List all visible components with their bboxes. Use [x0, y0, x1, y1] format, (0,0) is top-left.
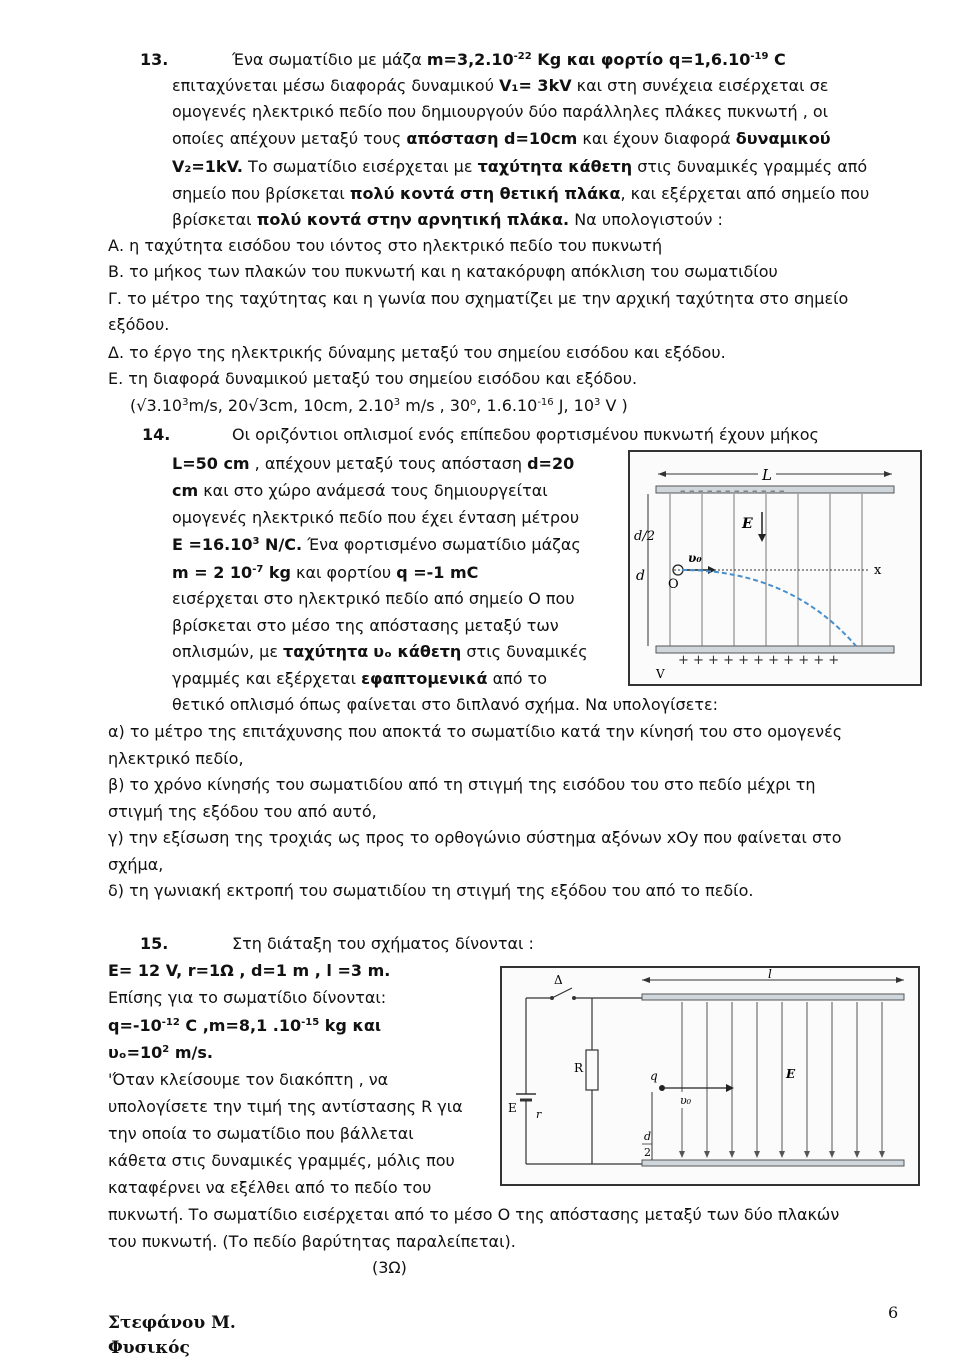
bottom-plate: [656, 646, 894, 653]
problem-13-question-e: Ε. τη διαφορά δυναμικού μεταξύ του σημείου εισόδου και εξόδου.: [108, 369, 638, 388]
problem-15-line2: E= 12 V, r=1Ω , d=1 m , l =3 m.: [108, 961, 391, 980]
field-vector-label: E: [742, 516, 753, 532]
circuit-capacitor-diagram: [502, 968, 918, 1184]
particle: [659, 1085, 665, 1091]
problem-15-line6: 'Όταν κλείσουμε τον διακόπτη , να: [108, 1070, 389, 1089]
problem-14-question-c-cont: σχήμα,: [108, 855, 164, 874]
problem-14-question-a-cont: ηλεκτρικό πεδίο,: [108, 749, 244, 768]
problem-13-line2: επιταχύνεται μέσω διαφοράς δυναμικού V₁= 3kV και στη συνέχεια εισέρχεται σε: [172, 76, 829, 95]
resistor: [586, 1050, 598, 1090]
problem-15-number: 15.: [140, 934, 169, 953]
problem-14-line4: ομογενές ηλεκτρικό πεδίο που έχει ένταση μέτρου: [172, 508, 580, 527]
plate-length-label: l: [768, 968, 772, 981]
capacitor-trajectory-diagram: [630, 452, 920, 684]
problem-13-question-b: Β. το μήκος των πλακών του πυκνωτή και η κατακόρυφη απόκλιση του σωματιδίου: [108, 262, 778, 281]
top-plate-signs: – – – – – – – – – – – –: [680, 484, 785, 497]
page-number: 6: [888, 1303, 899, 1322]
internal-resistance-label: r: [536, 1108, 542, 1121]
problem-14-figure: [628, 450, 922, 686]
problem-14-line10: γραμμές και εξέρχεται εφαπτομενικά από το: [172, 669, 548, 688]
problem-13-question-c: Γ. το μέτρο της ταχύτητας και η γωνία που σχηματίζει με την αρχική ταχύτητα στο σημείο: [108, 289, 849, 308]
problem-14-number: 14.: [142, 425, 171, 444]
problem-14-question-b: β) το χρόνο κίνησής του σωματιδίου από τη στιγμή της εισόδου του στο πεδίο μέχρι τη: [108, 775, 816, 794]
capacitor-field-lines: [682, 1002, 882, 1156]
problem-13-line3: ομογενές ηλεκτρικό πεδίο που δημιουργούν δύο παράλληλες πλάκες πυκνωτή , οι: [172, 102, 829, 121]
problem-14-question-a: α) το μέτρο της επιτάχυνσης που αποκτά το σωματίδιο κατά την κίνησή του στο ομογενές: [108, 722, 843, 741]
problem-14-line2: L=50 cm , απέχουν μεταξύ τους απόσταση d=20: [172, 454, 575, 473]
problem-14-question-b-cont: στιγμή της εξόδου του από αυτό,: [108, 802, 377, 821]
problem-15-line5: $\upsilon_o=10^2$ m/s.: [108, 1043, 213, 1062]
length-arrow-left: [658, 471, 666, 477]
length-arrow-right: [884, 471, 892, 477]
initial-velocity-label: υ₀: [688, 551, 702, 565]
problem-15-answer: (3Ω): [372, 1258, 407, 1277]
problem-13-line1: Ένα σωματίδιο με μάζα $m=3,2.10^{-22}$ Kg και φορτίο $q=1,6.10^{-19}$ C: [232, 50, 786, 69]
capacitor-field-label: E: [786, 1067, 796, 1081]
emf-label: E: [508, 1101, 517, 1115]
problem-15-figure: [500, 966, 920, 1186]
footer-author: Στεφάνου Μ.: [108, 1313, 236, 1333]
problem-15-line9: κάθετα στις δυναμικές γραμμές, μόλις που: [108, 1151, 455, 1170]
problem-13-answers: (√3.10$^3$m/s, 20√3cm, 10cm, 2.10$^3$ m/s , $30^o$, $1.6.10^{-16}$ J, $10^3$ V ): [130, 396, 628, 415]
problem-13-line4: οποίες απέχουν μεταξύ τους απόσταση d=10cm και έχουν διαφορά δυναμικού: [172, 129, 831, 148]
problem-15-line12: του πυκνωτή. (Το πεδίο βαρύτητας παραλείπεται).: [108, 1232, 516, 1251]
switch-lever: [552, 988, 572, 998]
problem-15-line3: Επίσης για το σωματίδιο δίνονται:: [108, 988, 387, 1007]
capacitor-top-plate: [642, 994, 904, 1000]
problem-13-number: 13.: [140, 50, 169, 69]
problem-14-line11: θετικό οπλισμό όπως φαίνεται στο διπλανό σχήμα. Να υπολογίσετε:: [172, 695, 718, 714]
bottom-plate-signs: + + + + + + + + + + +: [678, 653, 840, 668]
length-label: L: [762, 466, 772, 484]
problem-14-question-c: γ) την εξίσωση της τροχιάς ως προς το ορθογώνιο σύστημα αξόνων xOy που φαίνεται στο: [108, 828, 842, 847]
problem-14-line8: βρίσκεται στο μέσο της απόστασης μεταξύ των: [172, 616, 559, 635]
problem-14-line6: m = 2 $10^{-7}$ kg και φορτίου q =-1 mC: [172, 563, 479, 582]
problem-14-line1: Οι οριζόντιοι οπλισμοί ενός επίπεδου φορτισμένου πυκνωτή έχουν μήκος: [232, 425, 819, 444]
distance-label: d: [636, 568, 645, 584]
problem-15-line4: $q=-10^{-12}$ C ,m=8,1 $.10^{-15}$ kg και: [108, 1016, 382, 1035]
problem-14-line7: εισέρχεται στο ηλεκτρικό πεδίο από σημείο Ο που: [172, 589, 575, 608]
switch-label: Δ: [554, 973, 563, 987]
problem-14-line5: $E =16.10^3$ N/C. Ένα φορτισμένο σωματίδιο μάζας: [172, 535, 581, 554]
problem-13-question-a: Α. η ταχύτητα εισόδου του ιόντος στο ηλεκτρικό πεδίο του πυκνωτή: [108, 236, 663, 255]
capacitor-bottom-plate: [642, 1160, 904, 1166]
problem-15-line10: καταφέρνει να εξέλθει από το πεδίο του: [108, 1178, 432, 1197]
x-axis-label: x: [874, 563, 882, 578]
half-distance-denominator: 2: [644, 1146, 651, 1159]
problem-13-line7: βρίσκεται πολύ κοντά στην αρνητική πλάκα. Να υπολογιστούν :: [172, 210, 723, 229]
half-distance-numerator: d: [644, 1130, 652, 1143]
problem-14-question-d: δ) τη γωνιακή εκτροπή του σωματιδίου τη στιγμή της εξόδου του από το πεδίο.: [108, 881, 754, 900]
problem-13-question-d: Δ. το έργο της ηλεκτρικής δύναμης μεταξύ του σημείου εισόδου και εξόδου.: [108, 343, 726, 362]
problem-15-line8: την οποία το σωματίδιο που βάλλεται: [108, 1124, 414, 1143]
problem-13-question-c-cont: εξόδου.: [108, 315, 170, 334]
half-distance-label: d/2: [634, 529, 655, 544]
problem-15-line7: υπολογίσετε την τιμή της αντίστασης R για: [108, 1097, 463, 1116]
resistor-label: R: [574, 1061, 584, 1075]
problem-14-line9: οπλισμών, με ταχύτητα υₒ κάθετη στις δυναμικές: [172, 642, 588, 661]
origin-label: O: [668, 577, 679, 592]
problem-15-line11: πυκνωτή. Το σωματίδιο εισέρχεται από το μέσο Ο της απόστασης μεταξύ των δύο πλακών: [108, 1205, 840, 1224]
footer-role: Φυσικός: [108, 1338, 190, 1358]
problem-15-line1: Στη διάταξη του σχήματος δίνονται :: [232, 934, 534, 953]
particle-velocity-label: υ₀: [680, 1094, 692, 1107]
problem-13-line5: V₂=1kV. Το σωματίδιο εισέρχεται με ταχύτητα κάθετη στις δυναμικές γραμμές από: [172, 157, 868, 176]
problem-14-line3: cm και στο χώρο ανάμεσά τους δημιουργείται: [172, 481, 548, 500]
problem-13-line6: σημείο που βρίσκεται πολύ κοντά στη θετική πλάκα, και εξέρχεται από σημείο που: [172, 184, 870, 203]
particle-charge-label: q: [650, 1069, 658, 1083]
potential-label: V: [656, 667, 665, 681]
